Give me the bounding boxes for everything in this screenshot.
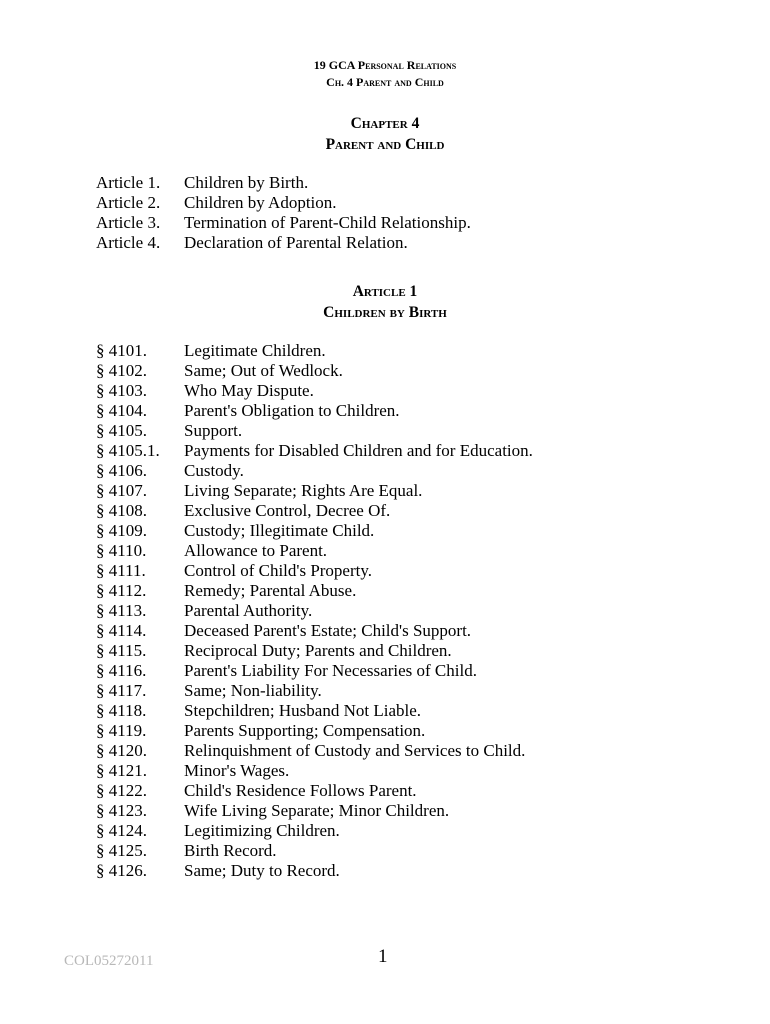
section-title: Same; Out of Wedlock.	[184, 361, 343, 380]
header-chapter-line: Ch. 4 Parent and Child	[326, 75, 444, 89]
section-title: Parents Supporting; Compensation.	[184, 721, 426, 740]
running-header	[0, 57, 770, 91]
section-number: § 4124.	[96, 821, 147, 840]
section-number: § 4119.	[96, 721, 147, 740]
section-title: Payments for Disabled Children and for Education.	[184, 441, 533, 460]
section-title: Control of Child's Property.	[184, 561, 373, 580]
section-title: Allowance to Parent.	[184, 541, 328, 560]
section-list-item	[96, 621, 533, 641]
section-list-item	[96, 641, 533, 661]
section-list-item	[96, 681, 533, 701]
section-number: § 4125.	[96, 841, 147, 860]
article-list-item	[96, 173, 471, 193]
section-list-item	[96, 721, 533, 741]
section-number: § 4114.	[96, 621, 147, 640]
article-number: Article 1.	[96, 173, 161, 192]
section-number: § 4117.	[96, 681, 147, 700]
section-number: § 4110.	[96, 541, 147, 560]
section-title: Custody; Illegitimate Child.	[184, 521, 375, 540]
section-number: § 4122.	[96, 781, 147, 800]
section-list-item	[96, 761, 533, 781]
section-list-item	[96, 741, 533, 761]
article-number: Article 4.	[96, 233, 161, 252]
section-number: § 4115.	[96, 641, 147, 660]
header-title-line: 19 GCA Personal Relations	[313, 58, 457, 72]
article-number: Article 3.	[96, 213, 161, 232]
section-title: Legitimizing Children.	[184, 821, 340, 840]
section-number: § 4107.	[96, 481, 147, 500]
section-list-item	[96, 501, 533, 521]
section-title: Child's Residence Follows Parent.	[184, 781, 417, 800]
section-list-item	[96, 401, 533, 421]
article-title: Declaration of Parental Relation.	[184, 233, 408, 252]
section-list-item	[96, 441, 533, 461]
section-list-item	[96, 521, 533, 541]
section-number: § 4104.	[96, 401, 147, 420]
section-list-item	[96, 601, 533, 621]
section-list-item	[96, 661, 533, 681]
article-list-item	[96, 193, 471, 213]
article-heading	[0, 281, 770, 323]
section-number: § 4126.	[96, 861, 147, 880]
article-title: Children by Birth.	[184, 173, 309, 192]
section-list-item	[96, 461, 533, 481]
section-list-item	[96, 581, 533, 601]
section-title: Parent's Liability For Necessaries of Child.	[184, 661, 477, 680]
section-title: Deceased Parent's Estate; Child's Support.	[184, 621, 472, 640]
section-title: Relinquishment of Custody and Services to Child.	[184, 741, 526, 760]
section-list-item	[96, 341, 533, 361]
article-heading-number: Article 1	[352, 283, 418, 300]
section-list-item	[96, 541, 533, 561]
section-list-item	[96, 801, 533, 821]
article-list-item	[96, 213, 471, 233]
section-number: § 4102.	[96, 361, 147, 380]
section-number: § 4118.	[96, 701, 147, 720]
section-list-item	[96, 781, 533, 801]
section-number: § 4103.	[96, 381, 147, 400]
article-list-item	[96, 233, 471, 253]
section-title: Parental Authority.	[184, 601, 313, 620]
chapter-title: Parent and Child	[325, 136, 445, 153]
section-number: § 4123.	[96, 801, 147, 820]
section-title: Wife Living Separate; Minor Children.	[184, 801, 450, 820]
section-list-item	[96, 861, 533, 881]
section-number: § 4106.	[96, 461, 147, 480]
section-title: Legitimate Children.	[184, 341, 326, 360]
section-number: § 4113.	[96, 601, 147, 620]
section-list-item	[96, 821, 533, 841]
section-number: § 4121.	[96, 761, 147, 780]
section-number: § 4109.	[96, 521, 147, 540]
section-list-item	[96, 841, 533, 861]
section-number: § 4116.	[96, 661, 147, 680]
section-list-item	[96, 421, 533, 441]
chapter-number: Chapter 4	[350, 115, 420, 132]
article-list	[96, 173, 471, 253]
article-title: Termination of Parent-Child Relationship.	[184, 213, 471, 232]
section-list	[96, 341, 533, 881]
section-number: § 4105.1.	[96, 441, 160, 460]
document-code: COL05272011	[64, 953, 154, 969]
section-title: Same; Duty to Record.	[184, 861, 340, 880]
section-title: Support.	[184, 421, 243, 440]
section-list-item	[96, 381, 533, 401]
section-number: § 4112.	[96, 581, 147, 600]
section-list-item	[96, 481, 533, 501]
section-title: Exclusive Control, Decree Of.	[184, 501, 391, 520]
section-number: § 4111.	[96, 561, 146, 580]
section-title: Remedy; Parental Abuse.	[184, 581, 357, 600]
section-title: Reciprocal Duty; Parents and Children.	[184, 641, 452, 660]
section-title: Custody.	[184, 461, 244, 480]
section-title: Birth Record.	[184, 841, 277, 860]
section-title: Who May Dispute.	[184, 381, 314, 400]
section-number: § 4120.	[96, 741, 147, 760]
page-number: 1	[378, 946, 388, 967]
article-heading-title: Children by Birth	[323, 304, 447, 321]
article-title: Children by Adoption.	[184, 193, 337, 212]
section-list-item	[96, 561, 533, 581]
section-title: Same; Non-liability.	[184, 681, 322, 700]
section-title: Parent's Obligation to Children.	[184, 401, 400, 420]
section-title: Stepchildren; Husband Not Liable.	[184, 701, 422, 720]
section-list-item	[96, 701, 533, 721]
section-number: § 4105.	[96, 421, 147, 440]
article-number: Article 2.	[96, 193, 161, 212]
chapter-heading	[0, 113, 770, 155]
section-number: § 4108.	[96, 501, 147, 520]
section-number: § 4101.	[96, 341, 147, 360]
section-list-item	[96, 361, 533, 381]
section-title: Living Separate; Rights Are Equal.	[184, 481, 423, 500]
section-title: Minor's Wages.	[184, 761, 290, 780]
